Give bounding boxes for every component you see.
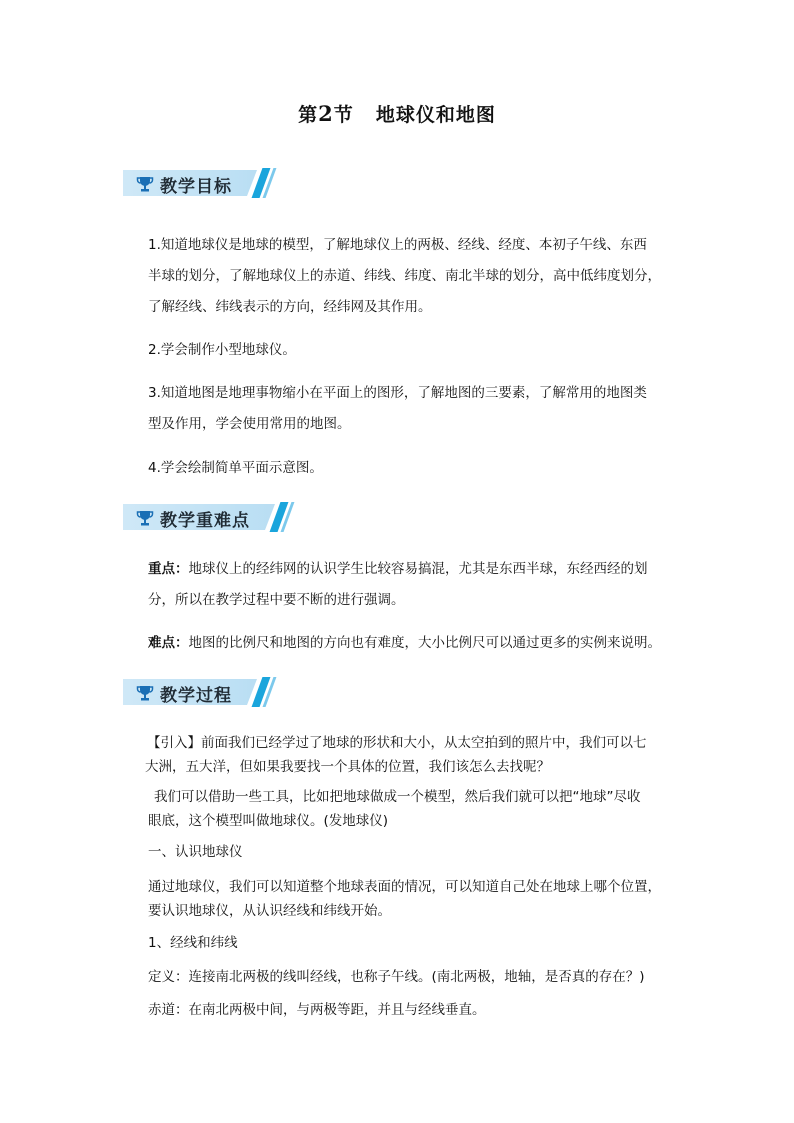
heading-1: 一、认识地球仪 (148, 844, 243, 860)
objective-3: 3.知道地图是地理事物缩小在平面上的图形，了解地图的三要素，了解常用的地图类 型及作用，学会使用常用的地图。 (148, 385, 647, 432)
key-point: 重点：地球仪上的经纬网的认识学生比较容易搞混，尤其是东西半球，东经西经的划 分，所以在教学过程中要不断的进行强调。 (148, 561, 648, 608)
objective-1: 1.知道地球仪是地球的模型，了解地球仪上的两极、经线、经度、本初子午线、东西 半球的划分，了解地球仪上的赤道、纬线、纬度、南北半球的划分，高中低纬度划分， 了解经线、纬线表示的方向，经纬网及其作用。 (148, 237, 661, 315)
section-title-objectives: 教学目标 (160, 177, 232, 197)
objective-4: 4.学会绘制简单平面示意图。 (148, 460, 323, 476)
section-header-objectives (123, 168, 273, 200)
title-suffix: 节 (333, 104, 354, 126)
title-name: 地球仪和地图 (375, 104, 496, 126)
objective-2: 2.学会制作小型地球仪。 (148, 342, 296, 358)
trophy-icon (136, 509, 154, 527)
definition-line: 定义：连接南北两极的线叫经线，也称子午线。(南北两极，地轴，是否真的存在？) (148, 969, 645, 985)
title-number: 2 (318, 101, 334, 126)
heading-2: 1、经线和纬线 (148, 935, 238, 951)
title-prefix: 第 (298, 104, 319, 126)
section-header-key-points (123, 502, 293, 534)
paragraph-2: 通过地球仪，我们可以知道整个地球表面的情况，可以知道自己处在地球上哪个位置， 要认识地球仪，从认识经线和纬线开始。 (148, 879, 661, 919)
intro-paragraph: 【引入】前面我们已经学过了地球的形状和大小，从太空拍到的照片中，我们可以七 大洲，五大洋，但如果我要找一个具体的位置，我们该怎么去找呢？ (145, 735, 647, 775)
trophy-icon (136, 684, 154, 702)
page-title (0, 100, 794, 127)
difficult-point: 难点：地图的比例尺和地图的方向也有难度，大小比例尺可以通过更多的实例来说明。 (148, 635, 661, 651)
section-title-key-points: 教学重难点 (160, 511, 250, 531)
trophy-icon (136, 175, 154, 193)
equator-line: 赤道：在南北两极中间，与两极等距，并且与经线垂直。 (148, 1002, 486, 1018)
section-header-process (123, 677, 273, 709)
paragraph-1: 我们可以借助一些工具，比如把地球做成一个模型，然后我们就可以把“地球”尽收 眼底，这个模型叫做地球仪。(发地球仪) (148, 789, 641, 829)
section-title-process: 教学过程 (160, 686, 232, 706)
